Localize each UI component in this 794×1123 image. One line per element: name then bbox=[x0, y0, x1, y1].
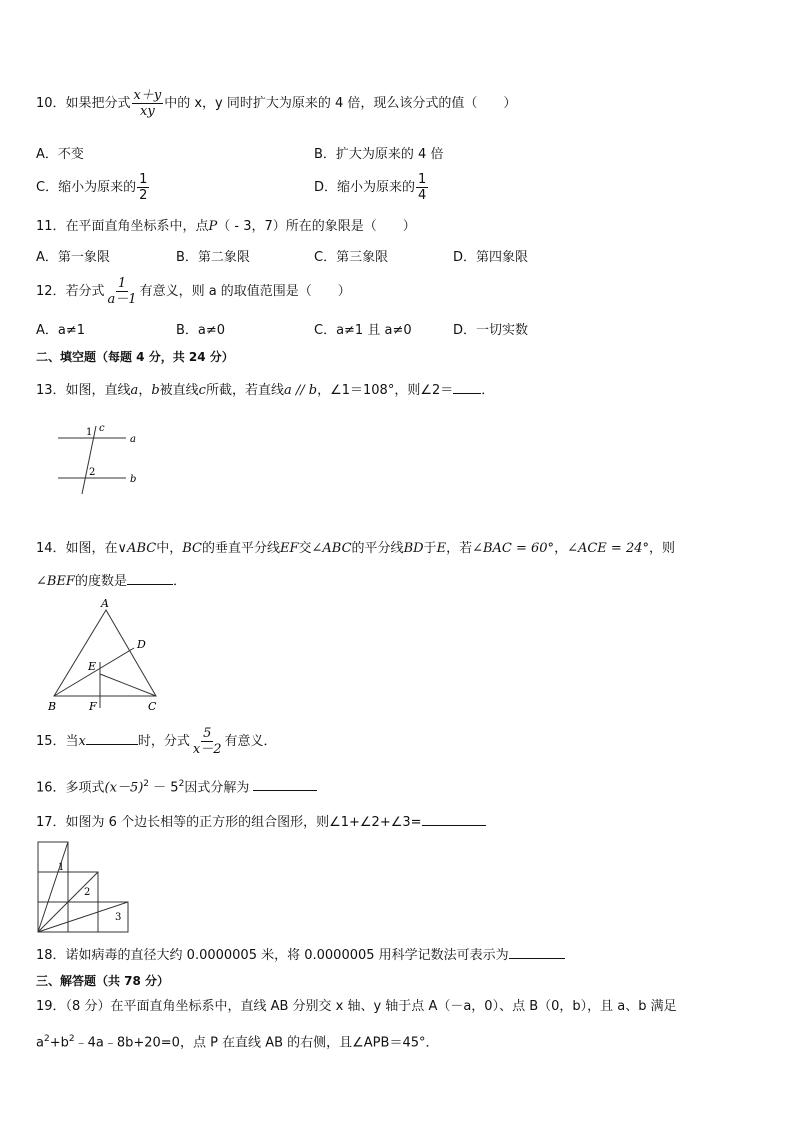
q10-option-d-frac bbox=[416, 172, 428, 203]
q11-option-d: D．第四象限 bbox=[453, 250, 529, 265]
q14-label-a: A bbox=[101, 597, 109, 610]
q19-a: a bbox=[36, 1035, 44, 1051]
q14-t7: ，若 bbox=[446, 541, 473, 556]
q14-abc: ∠ABC bbox=[311, 541, 352, 556]
q14-t4: 交 bbox=[298, 541, 312, 556]
q16-stem bbox=[36, 775, 317, 797]
q14-label-d: D bbox=[137, 638, 146, 651]
q17-figure bbox=[36, 840, 136, 936]
q15-fraction bbox=[191, 726, 224, 757]
q14-label-e: E bbox=[88, 660, 97, 673]
q19-line1: 19．（8 分）在平面直角坐标系中，直线 AB 分别交 x 轴、y 轴于点 A（－a，0）、点 B（0，b），且 a、b 满足 bbox=[36, 999, 677, 1014]
q14-t9: ，则 bbox=[649, 541, 676, 556]
q14-answer-blank[interactable] bbox=[127, 572, 173, 585]
q15-frac-num: 5 bbox=[203, 726, 212, 741]
q14-t1: 14．如图，在 bbox=[36, 541, 118, 556]
q10-option-d bbox=[314, 172, 429, 203]
q18-stem bbox=[36, 946, 565, 965]
q14-triangle: ∨ABC bbox=[117, 541, 157, 556]
q13-answer-blank[interactable] bbox=[453, 381, 481, 394]
q13-sep: ， bbox=[138, 383, 152, 398]
q13-var-b: b bbox=[151, 383, 160, 398]
q15-prefix: 15．当 bbox=[36, 734, 79, 749]
q11-point: P bbox=[208, 219, 218, 234]
q14-figure bbox=[40, 596, 180, 716]
q18-answer-blank[interactable] bbox=[509, 946, 565, 959]
q13-end: ． bbox=[481, 383, 495, 398]
q16-exp1: 2 bbox=[143, 779, 150, 789]
q16-expr: (x－5) bbox=[104, 780, 144, 796]
q17-label-2: 2 bbox=[84, 887, 91, 898]
q14-label-b: B bbox=[48, 700, 57, 713]
q14-t2: 中， bbox=[156, 541, 183, 556]
q15-answer-blank[interactable] bbox=[86, 732, 138, 745]
q14-t3: 的垂直平分线 bbox=[201, 541, 280, 556]
q13-figure bbox=[50, 420, 150, 500]
q11-option-a: A．第一象限 bbox=[36, 250, 110, 265]
section-3-heading: 三、解答题（共 78 分） bbox=[36, 974, 170, 988]
q17-stem bbox=[36, 813, 486, 832]
q11-stem bbox=[36, 218, 416, 236]
q14-t6: 于 bbox=[423, 541, 437, 556]
q19-sup1: 2 bbox=[43, 1034, 50, 1044]
q10-prefix: 10．如果把分式 bbox=[36, 96, 131, 111]
q10-option-b: B．扩大为原来的 4 倍 bbox=[314, 147, 444, 162]
q10-option-d-den: 4 bbox=[418, 188, 427, 203]
q16-prefix: 16．多项式 bbox=[36, 780, 105, 796]
q12-option-a: A．a≠1 bbox=[36, 323, 86, 338]
q16-exp2: 2 bbox=[178, 779, 185, 789]
q17-label-3: 3 bbox=[115, 912, 122, 923]
q14-segment-ce bbox=[100, 674, 156, 696]
q13-label-1: 1 bbox=[86, 427, 93, 438]
q13-text2: 被直线 bbox=[159, 383, 199, 398]
q10-stem bbox=[36, 88, 516, 119]
q13-label-a: a bbox=[130, 434, 136, 445]
q14-t5: 的平分线 bbox=[351, 541, 404, 556]
q13-text3: 所截，若直线 bbox=[205, 383, 284, 398]
q14-ef: EF bbox=[279, 541, 299, 556]
q11-option-b: B．第二象限 bbox=[176, 250, 250, 265]
q10-option-c-num: 1 bbox=[139, 172, 148, 187]
q10-option-c-den: 2 bbox=[139, 188, 148, 203]
q13-label-2: 2 bbox=[89, 467, 96, 478]
q17-answer-blank[interactable] bbox=[422, 813, 486, 826]
q16-answer-blank[interactable] bbox=[253, 778, 317, 791]
q13-label-c: c bbox=[99, 423, 105, 434]
q14-stem-line2 bbox=[36, 572, 186, 591]
q13-var-c: c bbox=[198, 383, 206, 398]
q14-t8: ， bbox=[554, 541, 568, 556]
q17-text: 17．如图为 6 个边长相等的正方形的组合图形，则∠1+∠2+∠3= bbox=[36, 815, 422, 830]
q12-frac-num: 1 bbox=[117, 276, 127, 291]
q17-diag-1 bbox=[38, 842, 68, 932]
q19-line2 bbox=[36, 1030, 438, 1052]
q10-fraction bbox=[132, 88, 164, 119]
q14-e: E bbox=[436, 541, 447, 556]
q11-text-a: 11．在平面直角坐标系中，点 bbox=[36, 219, 209, 234]
q14-stem-line1 bbox=[36, 540, 675, 558]
q15-var-x: x bbox=[78, 734, 86, 749]
q10-option-c-frac bbox=[137, 172, 149, 203]
q14-label-f: F bbox=[89, 700, 97, 713]
q12-fraction bbox=[106, 276, 139, 307]
q15-mid: 时，分式 bbox=[137, 734, 190, 749]
q12-suffix: 有意义，则 a 的取值范围是（ ） bbox=[139, 284, 351, 299]
q18-text: 18．诺如病毒的直径大约 0.0000005 米，将 0.0000005 用科学记数法可表示为 bbox=[36, 948, 509, 963]
q11-text-b: （ - 3，7）所在的象限是（ ） bbox=[217, 219, 416, 234]
q14-bac: ∠BAC = 60° bbox=[472, 541, 555, 556]
q10-option-c-text: C．缩小为原来的 bbox=[36, 180, 137, 195]
q10-option-d-num: 1 bbox=[418, 172, 427, 187]
q13-label-b: b bbox=[130, 474, 137, 485]
q14-t10: 的度数是 bbox=[74, 574, 127, 589]
q10-frac-num: x＋y bbox=[133, 88, 162, 103]
q14-bd: BD bbox=[403, 541, 424, 556]
q10-option-c bbox=[36, 172, 150, 203]
q13-text4: ，∠1＝108°，则∠2＝ bbox=[317, 383, 454, 398]
q12-stem bbox=[36, 276, 351, 307]
q12-prefix: 12．若分式 bbox=[36, 284, 105, 299]
q10-suffix: 中的 x，y 同时扩大为原来的 4 倍，现么该分式的值（ ） bbox=[164, 96, 517, 111]
q14-bef: ∠BEF bbox=[36, 574, 75, 589]
q14-end: ． bbox=[172, 574, 186, 589]
q13-var-a: a bbox=[130, 383, 139, 398]
q13-parallel: a // b bbox=[283, 383, 318, 398]
q19-c: ﹣4a﹣8b+20=0，点 P 在直线 AB 的右侧，且∠APB＝45°． bbox=[74, 1035, 439, 1051]
q12-option-d: D．一切实数 bbox=[453, 323, 529, 338]
q13-stem bbox=[36, 381, 494, 400]
q15-frac-den: x－2 bbox=[192, 742, 222, 757]
q19-sup2: 2 bbox=[68, 1034, 75, 1044]
q12-option-b: B．a≠0 bbox=[176, 323, 226, 338]
q14-label-c: C bbox=[148, 700, 157, 713]
q12-frac-den: a－1 bbox=[107, 292, 137, 307]
q16-minus: － 5 bbox=[149, 780, 179, 796]
q14-ace: ∠ACE = 24° bbox=[567, 541, 649, 556]
q10-option-a: A．不变 bbox=[36, 147, 84, 162]
q12-option-c: C．a≠1 且 a≠0 bbox=[314, 323, 412, 338]
section-2-heading: 二、填空题（每题 4 分，共 24 分） bbox=[36, 350, 234, 364]
q10-frac-den: xy bbox=[140, 104, 155, 119]
q13-text: 13．如图，直线 bbox=[36, 383, 131, 398]
q19-b: +b bbox=[49, 1035, 69, 1051]
q16-suffix: 因式分解为 bbox=[184, 780, 250, 796]
q14-triangle-abc bbox=[54, 610, 156, 696]
q11-option-c: C．第三象限 bbox=[314, 250, 389, 265]
q15-suffix: 有意义． bbox=[224, 734, 277, 749]
q17-label-1: 1 bbox=[58, 862, 65, 873]
q15-stem bbox=[36, 726, 277, 757]
q10-option-d-text: D．缩小为原来的 bbox=[314, 180, 416, 195]
q14-bc: BC bbox=[182, 541, 202, 556]
